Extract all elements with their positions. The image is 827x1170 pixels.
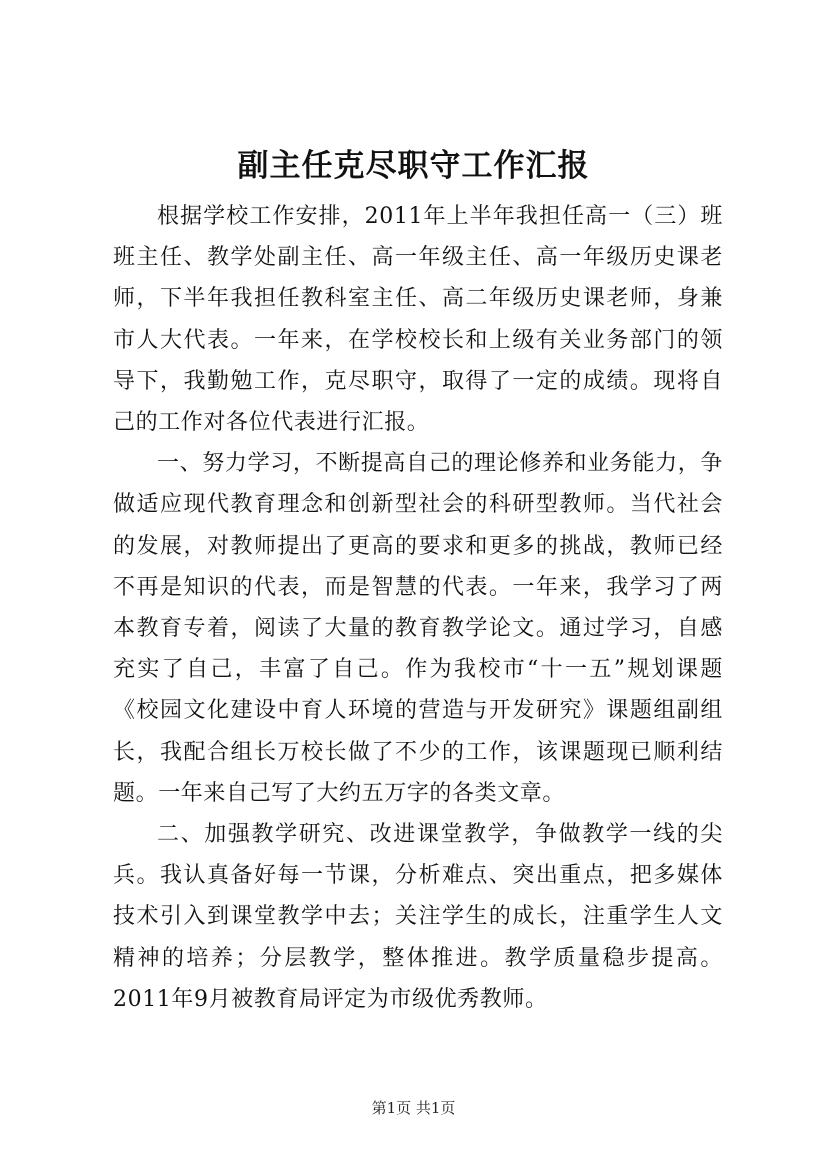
paragraph-intro: 根据学校工作安排，2011年上半年我担任高一（三）班班主任、教学处副主任、高一年级主任、高一年级历史课老师，下半年我担任教科室主任、高二年级历史课老师，身兼市人大代表。一年来，在学校校长和上级有关业务部门的领导下，我勤勉工作，克尽职守，取得了一定的成绩。现将自己的工作对各位代表进行汇报。	[113, 204, 723, 436]
paragraph-section-one: 一、努力学习，不断提高自己的理论修养和业务能力，争做适应现代教育理念和创新型社会的科研型教师。当代社会的发展，对教师提出了更高的要求和更多的挑战，教师已经不再是知识的代表，而是智慧的代表。一年来，我学习了两本教育专着，阅读了大量的教育教学论文。通过学习，自感充实了自己，丰富了自己。作为我校市“十一五”规划课题《校园文化建设中育人环境的营造与开发研究》课题组副组长，我配合组长万校长做了不少的工作，该课题现已顺利结题。一年来自己写了大约五万字的各类文章。	[113, 451, 723, 806]
paragraph-section-two: 二、加强教学研究、改进课堂教学，争做教学一线的尖兵。我认真备好每一节课，分析难点、突出重点，把多媒体技术引入到课堂教学中去；关注学生的成长，注重学生人文精神的培养；分层教学，整体推进。教学质量稳步提高。2011年9月被教育局评定为市级优秀教师。	[113, 822, 723, 1012]
page-footer: 第1页 共1页	[371, 1099, 456, 1117]
document-body	[113, 196, 723, 1020]
document-title: 副主任克尽职守工作汇报	[237, 148, 590, 184]
